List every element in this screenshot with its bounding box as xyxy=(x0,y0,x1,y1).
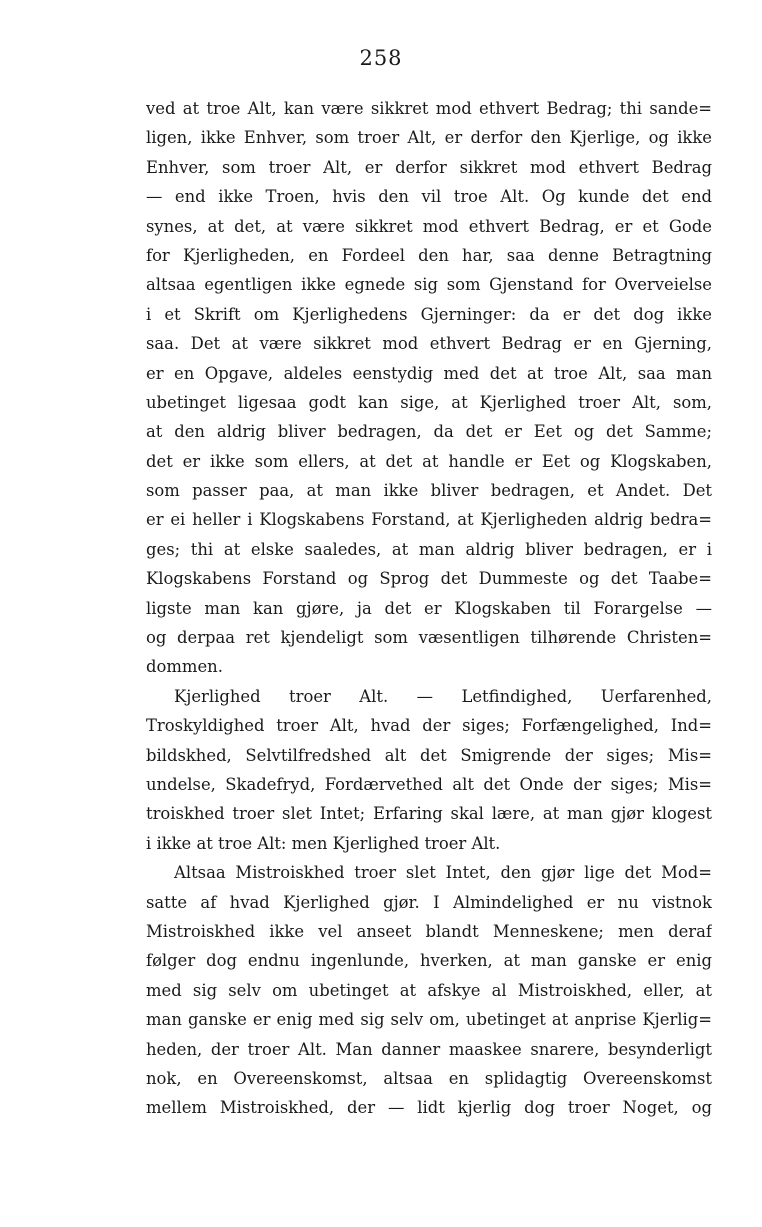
text-line: i ikke at troe Alt: men Kjerlighed troer Alt. xyxy=(146,833,501,853)
text-line: er en Opgave, aldeles eenstydig med det at troe Alt, saa man xyxy=(146,363,712,383)
text-line: satte af hvad Kjerlighed gjør. I Almindelighed er nu vistnok xyxy=(146,892,712,912)
text-line: bildskhed, Selvtilfredshed alt det Smigrende der siges; Mis= xyxy=(146,745,712,765)
body-text xyxy=(146,94,712,1123)
text-line: Enhver, som troer Alt, er derfor sikkret mod ethvert Bedrag xyxy=(146,157,712,177)
text-line: ubetinget ligesaa godt kan sige, at Kjerlighed troer Alt, som, xyxy=(146,392,712,412)
text-line: det er ikke som ellers, at det at handle er Eet og Klogskaben, xyxy=(146,451,712,471)
text-line: ligen, ikke Enhver, som troer Alt, er derfor den Kjerlige, og ikke xyxy=(146,128,712,148)
text-line: nok, en Overeenskomst, altsaa en splidagtig Overeenskomst xyxy=(146,1068,712,1088)
text-line: med sig selv om ubetinget at afskye al Mistroiskhed, eller, at xyxy=(146,980,712,1000)
text-line: at den aldrig bliver bedragen, da det er Eet og det Samme; xyxy=(146,422,712,442)
text-line: og derpaa ret kjendeligt som væsentligen tilhørende Christen= xyxy=(146,628,712,648)
text-line: synes, at det, at være sikkret mod ethvert Bedrag, er et Gode xyxy=(146,216,712,236)
text-line: — end ikke Troen, hvis den vil troe Alt. Og kunde det end xyxy=(146,187,712,207)
text-line: Klogskabens Forstand og Sprog det Dummeste og det Taabe= xyxy=(146,569,712,589)
text-line: saa. Det at være sikkret mod ethvert Bedrag er en Gjerning, xyxy=(146,334,712,354)
text-line: mellem Mistroiskhed, der — lidt kjerlig dog troer Noget, og xyxy=(146,1098,712,1118)
text-line: Mistroiskhed ikke vel anseet blandt Menneskene; men deraf xyxy=(146,921,712,941)
text-line: er ei heller i Klogskabens Forstand, at Kjerligheden aldrig bedra= xyxy=(146,510,712,530)
text-line: Kjerlighed troer Alt. — Letfindighed, Uerfarenhed, xyxy=(174,686,712,706)
text-line: altsaa egentligen ikke egnede sig som Gjenstand for Overveielse xyxy=(146,275,712,295)
text-line: man ganske er enig med sig selv om, ubetinget at anprise Kjerlig= xyxy=(146,1010,712,1030)
text-line: troiskhed troer slet Intet; Erfaring skal lære, at man gjør klogest xyxy=(146,804,712,824)
text-line: for Kjerligheden, en Fordeel den har, saa denne Betragtning xyxy=(146,245,712,265)
text-line: dommen. xyxy=(146,657,223,677)
text-line: som passer paa, at man ikke bliver bedragen, et Andet. Det xyxy=(146,481,712,501)
page-number: 258 xyxy=(359,46,403,70)
text-line: heden, der troer Alt. Man danner maaskee snarere, besynderligt xyxy=(146,1039,712,1059)
text-line: i et Skrift om Kjerlighedens Gjerninger: da er det dog ikke xyxy=(146,304,712,324)
text-line: Troskyldighed troer Alt, hvad der siges; Forfængelighed, Ind= xyxy=(146,716,712,736)
text-line: følger dog endnu ingenlunde, hverken, at man ganske er enig xyxy=(146,951,712,971)
text-line: ges; thi at elske saaledes, at man aldrig bliver bedragen, er i xyxy=(146,539,712,559)
text-line: ligste man kan gjøre, ja det er Klogskaben til Forargelse — xyxy=(146,598,712,618)
text-line: undelse, Skadefryd, Fordærvethed alt det Onde der siges; Mis= xyxy=(146,774,712,794)
text-line: ved at troe Alt, kan være sikkret mod ethvert Bedrag; thi sande= xyxy=(146,99,712,118)
text-line: Altsaa Mistroiskhed troer slet Intet, den gjør lige det Mod= xyxy=(174,863,712,883)
